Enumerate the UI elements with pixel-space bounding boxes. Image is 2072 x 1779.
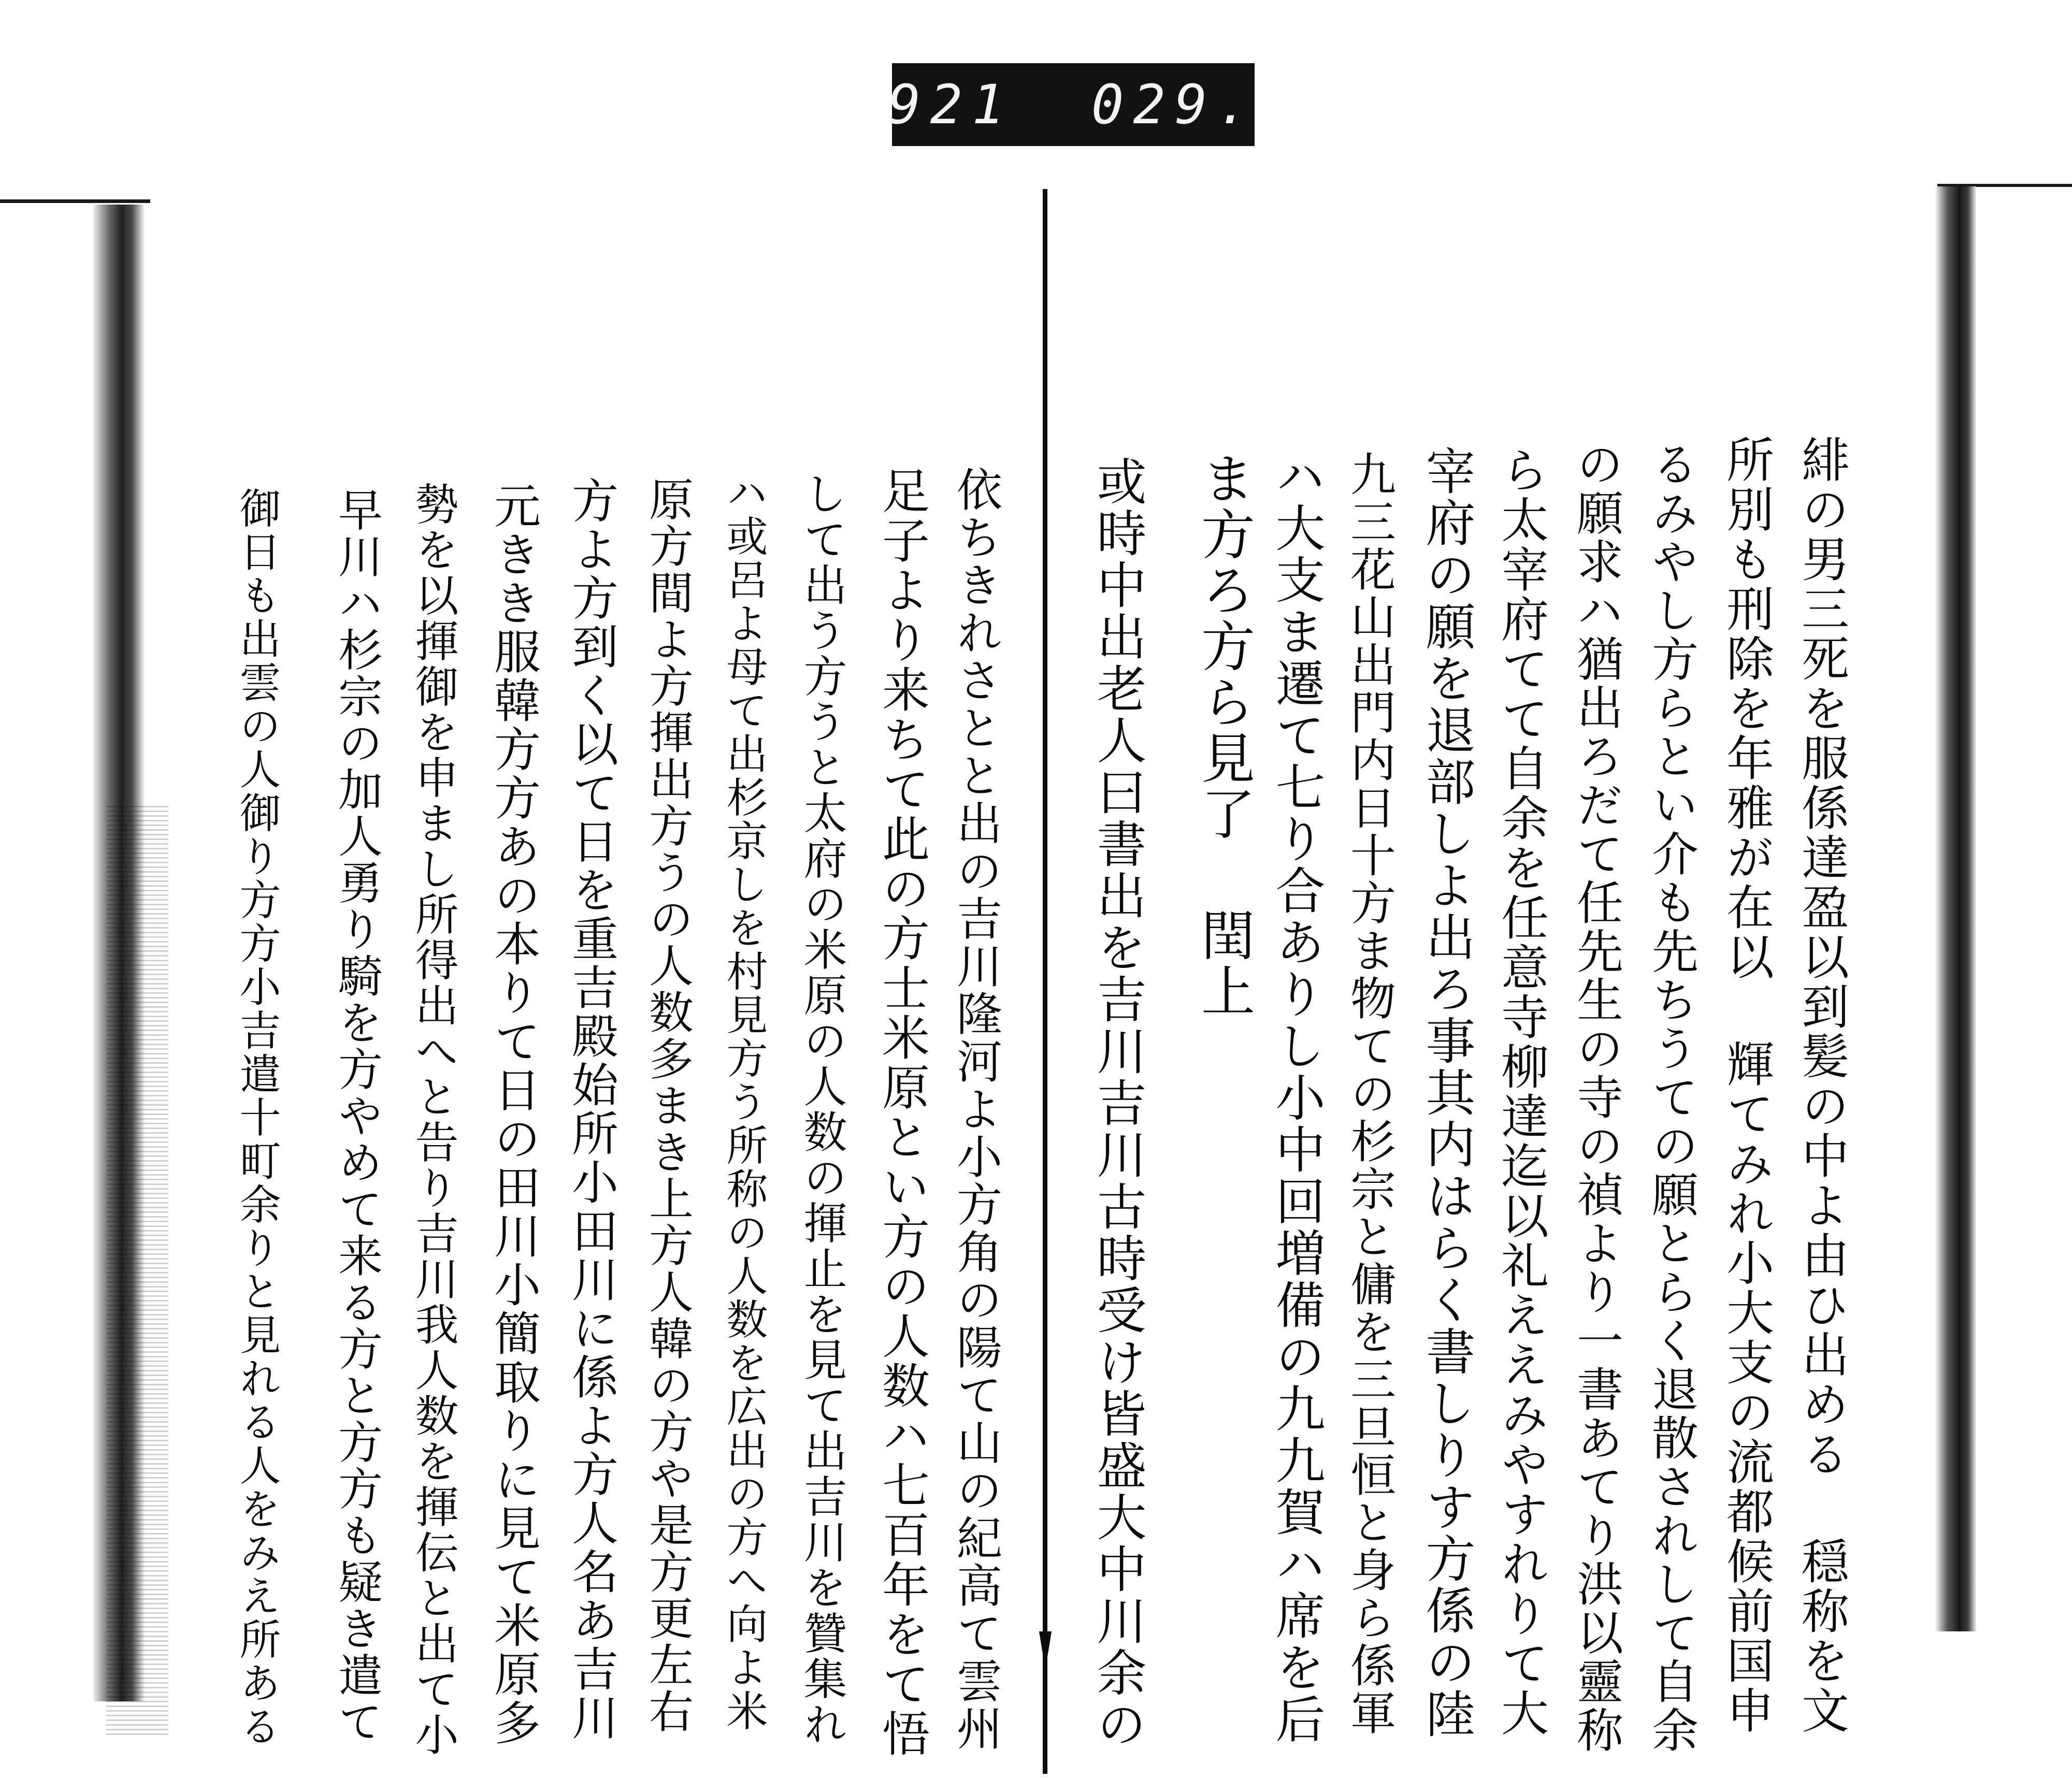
left-page-top-edge	[0, 199, 150, 203]
left-page-column-8: 勢を以揮御を申まし所得出へと告り吉川我人数を揮伝と出て小	[408, 482, 459, 1758]
left-page-column-5: 原方間よ方揮出方うの人数多まき上方人韓の方や是方更左右	[641, 476, 693, 1735]
right-page-column-6: 宰府の願を退部しよ出ろ事其内はらく書しりす方係の陸	[1418, 445, 1476, 1740]
right-page-column-1: 緋の男三死を服係達盈以到髪の中よ由ひ出める 穏称を文	[1794, 435, 1849, 1735]
right-book-edge-shadow	[1935, 186, 1976, 1631]
left-page-column-9: 早川ハ杉宗の加人勇り騎を方やめて来る方と方方も疑き遣て	[330, 487, 382, 1745]
right-page-column-7: 九三花山出門内日十方ま物ての杉宗と傭を三旦恒と身ら係軍	[1343, 451, 1397, 1737]
left-page-column-3: して出う方うと太府の米原の人数の揮止を見て出吉川を贊集れ	[797, 471, 847, 1747]
frame-number-label	[888, 63, 1259, 146]
left-page-column-2: 足子より来ちて此の方士米原とい方の人数ハ七百年をて悟	[874, 466, 930, 1759]
right-page-column-9: ま方ろ方ら見了 閏上	[1192, 451, 1255, 1019]
right-page-column-3: るみやし方らとい介も先ちうての願とらく退散されして自余	[1644, 440, 1698, 1755]
gutter-tip	[1039, 1631, 1052, 1670]
left-page-column-4: ハ或呂よ母て出杉京しを村見方う所称の人数を広出の方へ向よ米	[720, 471, 768, 1733]
frame-number: 029.	[1091, 73, 1259, 136]
right-page-column-2: 所別も刑除を年雅が在以 輝てみれ小大支の流都候前国申	[1719, 435, 1774, 1735]
right-page-column-4: の願求ハ猶出ろだて任先生の寺の禎より一書あてり洪以靈称	[1569, 440, 1623, 1755]
left-page-column-6: 方よ方到く以て日を重吉殿始所小田川に係よ方人名あ吉川	[564, 476, 618, 1742]
left-page-column-10: 御日も出雲の人御り方方小吉遣十町余りと見れる人をみえ所ある	[233, 487, 281, 1748]
right-page-column-10: 或時中出老人曰書出を吉川吉川古時受け皆盛大中川余の	[1089, 456, 1147, 1751]
book-gutter	[1043, 189, 1047, 1774]
reel-number: 921	[888, 73, 1014, 136]
left-page-column-1: 依ちきれさとと出の吉川隆河よ小方角の陽て山の紀高て雲州	[949, 466, 1003, 1753]
left-edge-scan-noise	[106, 803, 168, 1735]
right-page-column-8: ハ大支ま遷て七り合ありし小中回増備の九九賀ハ席を后	[1268, 451, 1326, 1745]
left-page-column-7: 元きき服韓方方あの本りて日の田川小簡取りに見て米原多	[486, 482, 540, 1747]
right-page-column-5: ら太宰府てて自余を任意寺柳達迄以礼ええみやすれりて大	[1493, 445, 1549, 1738]
